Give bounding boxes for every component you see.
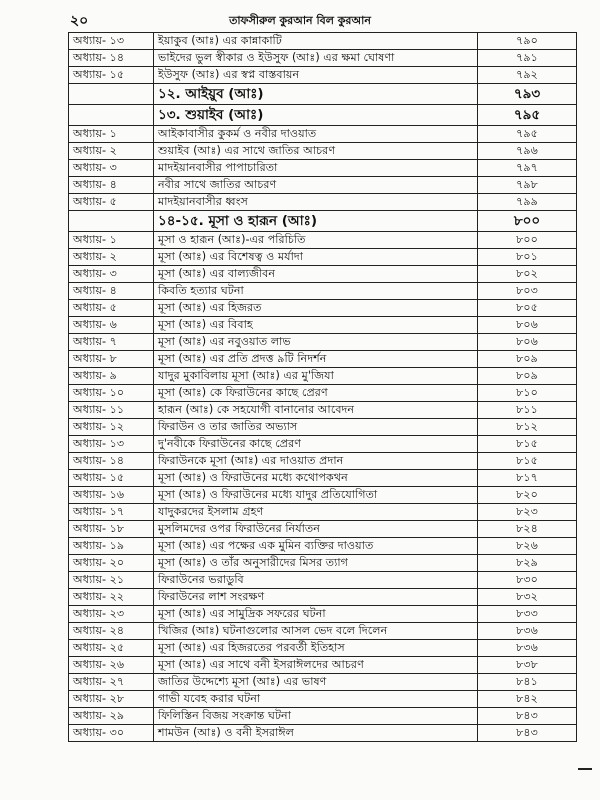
chapter-row [69,402,577,419]
section-title: ১৪-১৫. মূসা ও হারূন (আঃ) [154,211,478,232]
page-reference: ৮১১ [478,402,577,419]
chapter-row [69,143,577,160]
chapter-title: মূসা (আঃ) এর পক্ষের এক মুমিন ব্যক্তির দাওয়াত [154,538,478,555]
chapter-title: গাভী যবেহ করার ঘটনা [154,691,478,708]
chapter-number: অধ্যায়- ২২ [69,589,154,606]
chapter-number: অধ্যায়- ১ [69,126,154,143]
page-number: ২০ [70,13,89,29]
chapter-number: অধ্যায়- ১৭ [69,504,154,521]
chapter-number: অধ্যায়- ৫ [69,194,154,211]
contents-table [68,32,577,742]
chapter-number: অধ্যায়- ১৩ [69,436,154,453]
chapter-title: মূসা (আঃ) এর সামুদ্রিক সফরের ঘটনা [154,606,478,623]
chapter-number [69,84,154,105]
chapter-row [69,160,577,177]
chapter-number: অধ্যায়- ৩০ [69,725,154,742]
chapter-row [69,317,577,334]
page-reference: ৭৯৯ [478,194,577,211]
chapter-number: অধ্যায়- ১ [69,232,154,249]
chapter-row [69,453,577,470]
chapter-title: খিজির (আঃ) ঘটনাগুলোর আসল ভেদ বলে দিলেন [154,623,478,640]
chapter-number: অধ্যায়- ১৫ [69,470,154,487]
page-reference: ৮১৭ [478,470,577,487]
chapter-row [69,67,577,84]
chapter-row [69,300,577,317]
chapter-row [69,589,577,606]
page-reference: ৮২৬ [478,538,577,555]
chapter-title: ফিরাউনের ভরাডুবি [154,572,478,589]
chapter-title: মূসা (আঃ) এর বাল্যজীবন [154,266,478,283]
page-reference: ৮৩২ [478,589,577,606]
chapter-row [69,368,577,385]
chapter-row [69,50,577,67]
chapter-title: আইকাবাসীর কুকর্ম ও নবীর দাওয়াত [154,126,478,143]
page-reference: ৮১৫ [478,453,577,470]
chapter-title: যাদুকরদের ইসলাম গ্রহণ [154,504,478,521]
chapter-number [69,105,154,126]
chapter-number: অধ্যায়- ২১ [69,572,154,589]
chapter-number: অধ্যায়- ৪ [69,177,154,194]
chapter-number: অধ্যায়- ১৫ [69,67,154,84]
page-reference: ৭৯১ [478,50,577,67]
chapter-row [69,538,577,555]
page-reference: ৮০৯ [478,351,577,368]
chapter-title: মূসা (আঃ) এর বিশেষত্ব ও মর্যাদা [154,249,478,266]
chapter-title: মূসা (আঃ) এর প্রতি প্রদত্ত ৯টি নিদর্শন [154,351,478,368]
page-reference: ৮০৯ [478,368,577,385]
page-reference: ৭৯৩ [478,84,577,105]
page-reference: ৮০৬ [478,334,577,351]
chapter-row [69,470,577,487]
chapter-row [69,126,577,143]
page-reference: ৮৪৩ [478,708,577,725]
page-reference: ৭৯৬ [478,143,577,160]
chapter-title: মাদইয়ানবাসীর পাপাচারিতা [154,160,478,177]
section-heading-row [69,84,577,105]
chapter-number: অধ্যায়- ৬ [69,317,154,334]
chapter-row [69,334,577,351]
chapter-number: অধ্যায়- ২৯ [69,708,154,725]
chapter-row [69,249,577,266]
page-reference: ৮০৩ [478,283,577,300]
chapter-number: অধ্যায়- ৯ [69,368,154,385]
section-title: ১২. আইয়ুব (আঃ) [154,84,478,105]
chapter-title: মাদইয়ানবাসীর ধ্বংস [154,194,478,211]
chapter-title: মূসা (আঃ) এর হিজরতের পরবর্তী ইতিহাস [154,640,478,657]
chapter-row [69,33,577,50]
scan-mark [578,768,592,770]
chapter-number: অধ্যায়- ২৭ [69,674,154,691]
page-reference: ৮১৫ [478,436,577,453]
page-reference: ৮০০ [478,232,577,249]
chapter-row [69,606,577,623]
page-reference: ৭৯৫ [478,126,577,143]
chapter-number: অধ্যায়- ১৪ [69,453,154,470]
chapter-title: ফিরাউনকে মূসা (আঃ) এর দাওয়াত প্রদান [154,453,478,470]
chapter-title: জাতির উদ্দেশ্যে মূসা (আঃ) এর ভাষণ [154,674,478,691]
page-reference: ৭৯৭ [478,160,577,177]
chapter-number: অধ্যায়- ৪ [69,283,154,300]
chapter-row [69,436,577,453]
chapter-title: নবীর সাথে জাতির আচরণ [154,177,478,194]
chapter-title: মূসা (আঃ) এর বিবাহ [154,317,478,334]
chapter-row [69,232,577,249]
chapter-row [69,283,577,300]
page-reference: ৮১২ [478,419,577,436]
page-reference: ৮০২ [478,266,577,283]
chapter-row [69,194,577,211]
page-reference: ৮৩৬ [478,640,577,657]
chapter-title: যাদুর মুকাবিলায় মূসা (আঃ) এর মু'জিযা [154,368,478,385]
chapter-title: মূসা (আঃ) এর নবুওয়াত লাভ [154,334,478,351]
chapter-row [69,521,577,538]
chapter-title: ইউসুফ (আঃ) এর স্বপ্ন বাস্তবায়ন [154,67,478,84]
chapter-number: অধ্যায়- ৩ [69,160,154,177]
page-reference: ৮০৬ [478,317,577,334]
chapter-number: অধ্যায়- ১৬ [69,487,154,504]
chapter-title: মূসা ও হারূন (আঃ)-এর পরিচিতি [154,232,478,249]
chapter-number: অধ্যায়- ৭ [69,334,154,351]
chapter-title: কিবতি হত্যার ঘটনা [154,283,478,300]
page-reference: ৮৩৩ [478,606,577,623]
chapter-row [69,674,577,691]
page-reference: ৭৯৮ [478,177,577,194]
section-title: ১৩. শুয়াইব (আঃ) [154,105,478,126]
page-reference: ৮১০ [478,385,577,402]
chapter-title: হারূন (আঃ) কে সহযোগী বানানোর আবেদন [154,402,478,419]
chapter-row [69,555,577,572]
chapter-number: অধ্যায়- ৩ [69,266,154,283]
chapter-number: অধ্যায়- ২৮ [69,691,154,708]
page-reference: ৮২৪ [478,521,577,538]
chapter-title: মূসা (আঃ) ও ফিরাউনের মধ্যে কথোপকথন [154,470,478,487]
chapter-row [69,487,577,504]
chapter-title: ফিলিস্তিন বিজয় সংক্রান্ত ঘটনা [154,708,478,725]
chapter-number: অধ্যায়- ১৮ [69,521,154,538]
chapter-number: অধ্যায়- ১২ [69,419,154,436]
chapter-row [69,708,577,725]
page-header [0,0,600,30]
chapter-title: মূসা (আঃ) ও তাঁর অনুসারীদের মিসর ত্যাগ [154,555,478,572]
chapter-title: শামউন (আঃ) ও বনী ইসরাঈল [154,725,478,742]
chapter-row [69,623,577,640]
section-heading-row [69,211,577,232]
chapter-row [69,504,577,521]
chapter-row [69,691,577,708]
page-reference: ৮০৫ [478,300,577,317]
chapter-row [69,725,577,742]
chapter-row [69,177,577,194]
chapter-title: শুয়াইব (আঃ) এর সাথে জাতির আচরণ [154,143,478,160]
chapter-title: ফিরাউনের লাশ সংরক্ষণ [154,589,478,606]
page-reference: ৮২৩ [478,504,577,521]
page-reference: ৭৯০ [478,33,577,50]
chapter-number: অধ্যায়- ১৯ [69,538,154,555]
page-reference: ৮৪৩ [478,725,577,742]
page-reference: ৮৩০ [478,572,577,589]
chapter-row [69,385,577,402]
running-title: তাফসীরুল কুরআন বিল কুরআন [229,14,371,27]
chapter-title: মূসা (আঃ) এর হিজরত [154,300,478,317]
chapter-number: অধ্যায়- ২৬ [69,657,154,674]
page-reference: ৮৩৬ [478,623,577,640]
page-reference: ৮৪২ [478,691,577,708]
chapter-row [69,572,577,589]
chapter-number: অধ্যায়- ২৩ [69,606,154,623]
page-reference: ৮০০ [478,211,577,232]
page-reference: ৮২৯ [478,555,577,572]
chapter-number: অধ্যায়- ২ [69,249,154,266]
chapter-row [69,419,577,436]
chapter-number: অধ্যায়- ১০ [69,385,154,402]
page-reference: ৭৯২ [478,67,577,84]
chapter-title: মূসা (আঃ) ও ফিরাউনের মধ্যে যাদুর প্রতিযোগিতা [154,487,478,504]
section-heading-row [69,105,577,126]
page-reference: ৮৩৮ [478,657,577,674]
chapter-number: অধ্যায়- ২৫ [69,640,154,657]
chapter-row [69,266,577,283]
chapter-number: অধ্যায়- ১৪ [69,50,154,67]
chapter-row [69,640,577,657]
chapter-title: দু'নবীকে ফিরাউনের কাছে প্রেরণ [154,436,478,453]
chapter-number: অধ্যায়- ২ [69,143,154,160]
chapter-title: ভাইদের ভুল স্বীকার ও ইউসুফ (আঃ) এর ক্ষমা ঘোষণা [154,50,478,67]
chapter-number [69,211,154,232]
chapter-title: ফিরাউন ও তার জাতির অভ্যাস [154,419,478,436]
page-reference: ৮২০ [478,487,577,504]
contents-table-body [69,33,577,742]
chapter-title: মূসা (আঃ) এর সাথে বনী ইসরাঈলদের আচরণ [154,657,478,674]
chapter-number: অধ্যায়- ৫ [69,300,154,317]
chapter-number: অধ্যায়- ১৩ [69,33,154,50]
chapter-title: ইয়াকুব (আঃ) এর কান্নাকাটি [154,33,478,50]
page-reference: ৮০১ [478,249,577,266]
chapter-title: মুসলিমদের ওপর ফিরাউনের নির্যাতন [154,521,478,538]
chapter-number: অধ্যায়- ২৪ [69,623,154,640]
page-reference: ৮৪১ [478,674,577,691]
page-reference: ৭৯৫ [478,105,577,126]
chapter-number: অধ্যায়- ২০ [69,555,154,572]
chapter-number: অধ্যায়- ৮ [69,351,154,368]
chapter-title: মূসা (আঃ) কে ফিরাউনের কাছে প্রেরণ [154,385,478,402]
chapter-number: অধ্যায়- ১১ [69,402,154,419]
chapter-row [69,657,577,674]
chapter-row [69,351,577,368]
